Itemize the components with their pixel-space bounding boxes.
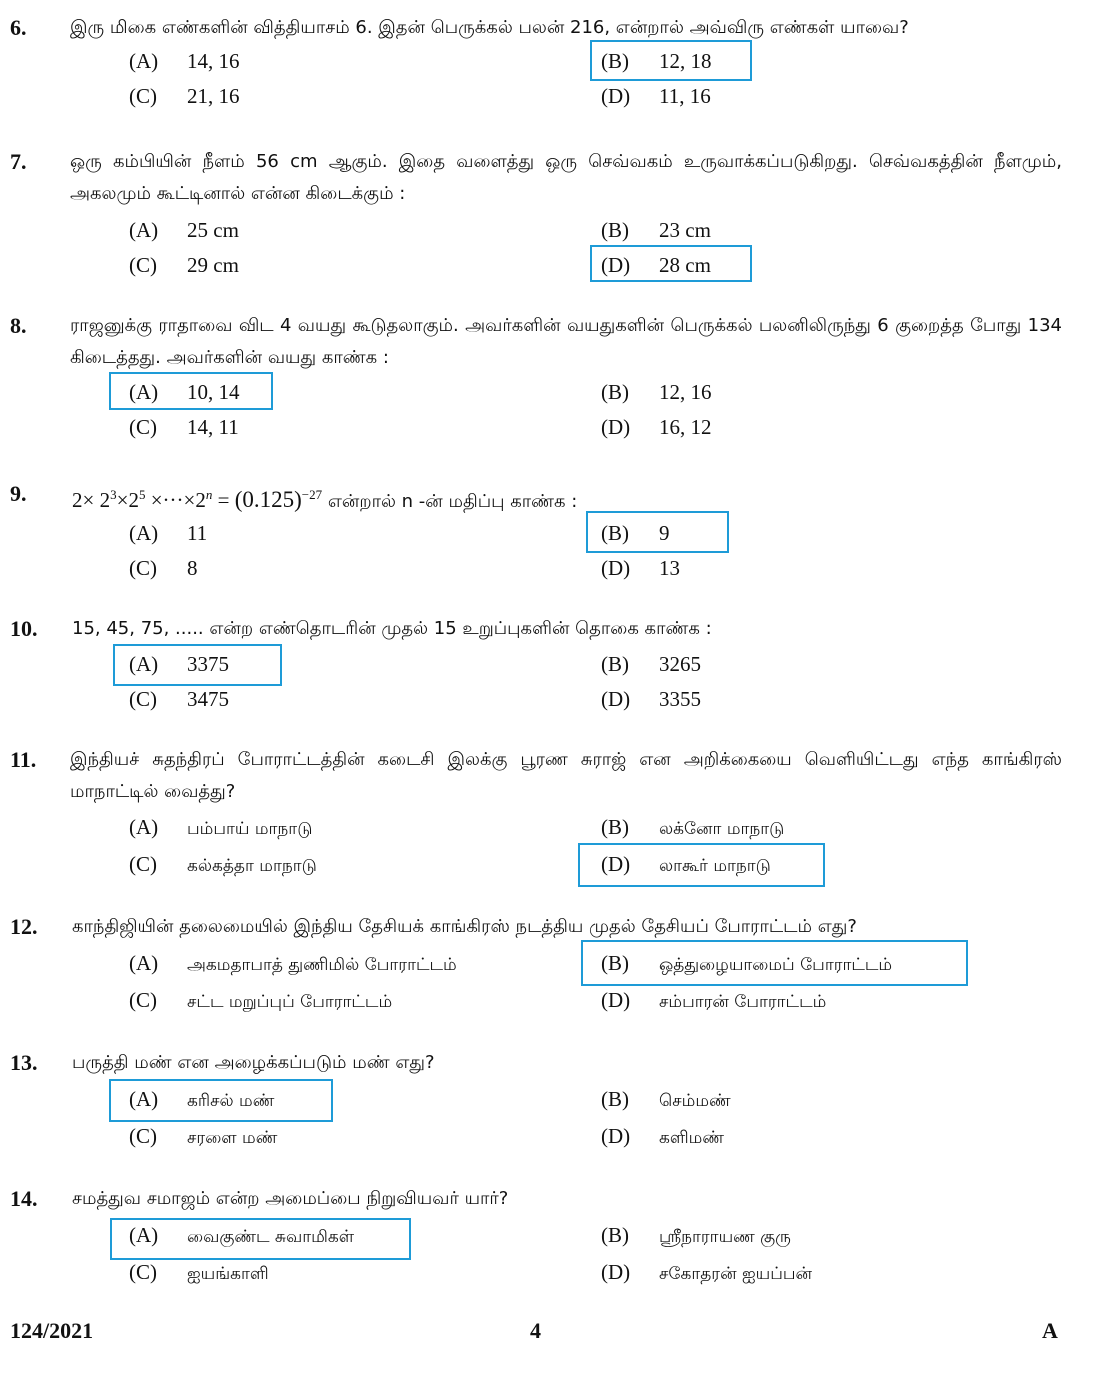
option-d[interactable]: (D) சகோதரன் ஐயப்பன் — [601, 1260, 812, 1284]
question-number: 14. — [10, 1186, 38, 1211]
option-b[interactable]: (B) 23 cm — [601, 218, 711, 242]
question-number: 9. — [10, 481, 27, 506]
option-d[interactable]: (D) லாகூர் மாநாடு — [601, 852, 771, 876]
option-c[interactable]: (C) 3475 — [129, 687, 229, 711]
question-text: பருத்தி மண் என அழைக்கப்படும் மண் எது? — [72, 1052, 435, 1073]
option-b[interactable]: (B) 12, 18 — [601, 49, 712, 73]
question-number: 13. — [10, 1050, 38, 1075]
option-a[interactable]: (A) வைகுண்ட சுவாமிகள் — [129, 1223, 355, 1247]
option-a[interactable]: (A) 3375 — [129, 652, 229, 676]
option-c[interactable]: (C) 29 cm — [129, 253, 239, 277]
option-a[interactable]: (A) 25 cm — [129, 218, 239, 242]
option-d[interactable]: (D) சம்பாரன் போராட்டம் — [601, 988, 827, 1012]
option-a[interactable]: (A) பம்பாய் மாநாடு — [129, 815, 313, 839]
option-c[interactable]: (C) சரளை மண் — [129, 1124, 278, 1148]
question-text: 15, 45, 75, ..... என்ற எண்தொடரின் முதல் 15 உறுப்புகளின் தொகை காண்க : — [72, 618, 712, 639]
answer-highlight — [581, 940, 968, 986]
answer-highlight — [590, 245, 752, 282]
option-b[interactable]: (B) ஸ்ரீநாராயண குரு — [601, 1223, 791, 1247]
question-number: 11. — [10, 747, 37, 772]
option-a[interactable]: (A) 10, 14 — [129, 380, 240, 404]
question-text: $2\times 2^3\times 2^5 \times\cdot\cdot\cdot\times 2^n = (0.125)^{-27}$ என்றால் n -ன் மதிப்பு காண்க : — [72, 487, 578, 512]
option-d[interactable]: (D) 11, 16 — [601, 84, 711, 108]
paper-code: 124/2021 — [10, 1318, 94, 1343]
option-a[interactable]: (A) அகமதாபாத் துணிமில் போராட்டம் — [129, 951, 457, 975]
question-text: ராஜனுக்கு ராதாவை விட 4 வயது கூடுதலாகும். அவர்களின் வயதுகளின் பெருக்கல் பலனிலிருந்து 6 குறைத்த போது 134 கிடைத்தது. அவர்களின் வயது காண்க : — [70, 315, 1062, 368]
answer-highlight — [109, 1079, 333, 1122]
answer-highlight — [590, 40, 752, 81]
formula: $2\times 2^3\times 2^5 \times\cdot\cdot\cdot\times 2^n = (0.125)^{-27}$ — [72, 487, 323, 512]
answer-highlight — [113, 644, 282, 686]
question-number: 6. — [10, 15, 27, 40]
option-c[interactable]: (C) ஐயங்காளி — [129, 1260, 269, 1284]
option-a[interactable]: (A) 11 — [129, 521, 208, 545]
question-text: ஒரு கம்பியின் நீளம் 56 cm ஆகும். இதை வளைத்து ஒரு செவ்வகம் உருவாக்கப்படுகிறது. செவ்வகத்தின் நீளமும், அகலமும் கூட்டினால் என்ன கிடைக்கும் : — [70, 151, 1062, 204]
option-b[interactable]: (B) 3265 — [601, 652, 701, 676]
question-text: சமத்துவ சமாஜம் என்ற அமைப்பை நிறுவியவர் யார்? — [72, 1188, 509, 1209]
answer-highlight — [109, 372, 273, 410]
question-text: இந்தியச் சுதந்திரப் போராட்டத்தின் கடைசி இலக்கு பூரண சுராஜ் என அறிக்கையை வெளியிட்டது எந்த காங்கிரஸ் மாநாட்டில் வைத்து? — [70, 749, 1062, 802]
option-c[interactable]: (C) 8 — [129, 556, 198, 580]
option-b[interactable]: (B) 9 — [601, 521, 670, 545]
option-c[interactable]: (C) சட்ட மறுப்புப் போராட்டம் — [129, 988, 393, 1012]
option-d[interactable]: (D) 28 cm — [601, 253, 711, 277]
option-a[interactable]: (A) 14, 16 — [129, 49, 240, 73]
option-d[interactable]: (D) களிமண் — [601, 1124, 724, 1148]
option-c[interactable]: (C) கல்கத்தா மாநாடு — [129, 852, 317, 876]
question-number: 7. — [10, 149, 27, 174]
option-b[interactable]: (B) லக்னோ மாநாடு — [601, 815, 785, 839]
option-b[interactable]: (B) 12, 16 — [601, 380, 712, 404]
option-a[interactable]: (A) கரிசல் மண் — [129, 1087, 275, 1111]
question-text: காந்திஜியின் தலைமையில் இந்திய தேசியக் காங்கிரஸ் நடத்திய முதல் தேசியப் போராட்டம் எது? — [72, 916, 857, 937]
option-d[interactable]: (D) 3355 — [601, 687, 701, 711]
option-c[interactable]: (C) 21, 16 — [129, 84, 240, 108]
option-d[interactable]: (D) 16, 12 — [601, 415, 712, 439]
question-number: 8. — [10, 313, 27, 338]
answer-highlight — [110, 1218, 411, 1260]
option-b[interactable]: (B) ஒத்துழையாமைப் போராட்டம் — [601, 951, 893, 975]
series-letter: A — [1042, 1318, 1058, 1343]
option-c[interactable]: (C) 14, 11 — [129, 415, 239, 439]
answer-highlight — [586, 511, 729, 553]
page-number: 4 — [530, 1318, 541, 1343]
question-text: இரு மிகை எண்களின் வித்தியாசம் 6. இதன் பெருக்கல் பலன் 216, என்றால் அவ்விரு எண்கள் யாவை? — [70, 17, 909, 38]
option-b[interactable]: (B) செம்மண் — [601, 1087, 731, 1111]
question-number: 10. — [10, 616, 38, 641]
question-number: 12. — [10, 914, 38, 939]
answer-highlight — [578, 843, 825, 887]
option-d[interactable]: (D) 13 — [601, 556, 680, 580]
